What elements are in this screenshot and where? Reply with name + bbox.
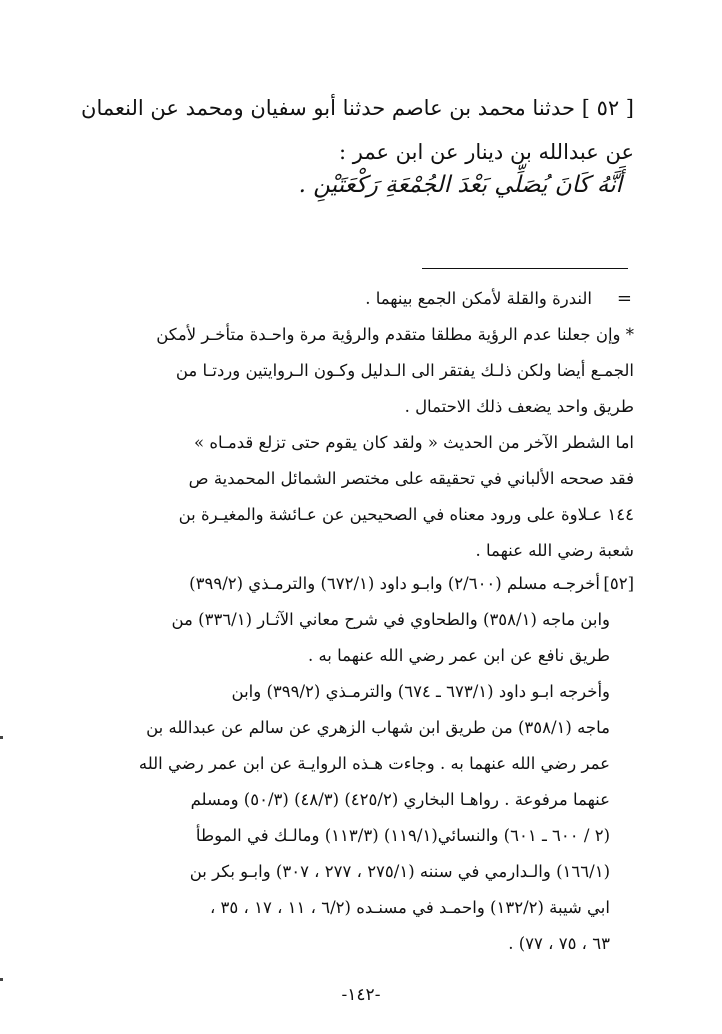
footnote-line: فقد صححه الألباني في تحقيقه على مختصر الشمائل المحمدية ص — [188, 469, 634, 488]
hadith-isnad-line-1: [ ٥٢ ] حدثنا محمد بن عاصم حدثنا أبو سفيان ومحمد عن النعمان — [81, 96, 634, 120]
footnote-line: الجمـع أيضا ولكن ذلـك يفتقر الى الـدليل وكـون الـروايتين وردتـا من — [175, 361, 634, 380]
footnote-line: عنهما مرفوعة . رواهـا البخاري (٤٢٥/٢) (٤٨/٣) (٥٠/٣) ومسلم — [190, 790, 610, 809]
continuation-marker: = — [616, 288, 632, 309]
footnote-line: اما الشطر الآخر من الحديث « ولقد كان يقوم حتى تزلع قدمـاه » — [194, 433, 634, 452]
footnote-reference: [٥٢] — [603, 574, 634, 593]
scan-edge-mark — [0, 736, 3, 739]
footnote-line: ابي شيبة (١٣٢/٢) واحمـد في مسنـده (٦/٢ ، ١١ ، ١٧ ، ٣٥ ، — [209, 898, 610, 917]
footnote-line: طريق نافع عن ابن عمر رضي الله عنهما به . — [307, 646, 610, 665]
footnote-line: ٦٣ ، ٧٥ ، ٧٧) . — [508, 934, 610, 953]
hadith-isnad-line-2: عن عبدالله بن دينار عن ابن عمر : — [339, 140, 634, 164]
footnote-line: (٢ / ٦٠٠ ـ ٦٠١) والنسائي(١١٩/١) (١١٣/٣) ومالـك في الموطأ — [195, 826, 610, 845]
page-number: -١٤٢- — [341, 985, 381, 1005]
footnote-line: (١٦٦/١) والـدارمي في سننه (٢٧٥/١ ، ٢٧٧ ، ٣٠٧) وابـو بكر بن — [189, 862, 610, 881]
footnote-line: * وإن جعلنا عدم الرؤية مطلقا متقدم والرؤية مرة واحـدة متأخـر لأمكن — [156, 325, 634, 344]
footnote-line: الندرة والقلة لأمكن الجمع بينهما . — [365, 289, 592, 308]
footnote-line: عمر رضي الله عنهما به . وجاءت هـذه الروايـة عن ابن عمر رضي الله — [138, 754, 610, 773]
hadith-text: أَنَّهُ كَانَ يُصَلِّي بَعْدَ الجُمْعَةِ رَكْعَتَيْنِ . — [298, 172, 622, 198]
footnote-line: ١٤٤ عـلاوة على ورود معناه في الصحيحين عن عـائشة والمغيـرة بن — [178, 505, 634, 524]
footnote-line: وابن ماجه (٣٥٨/١) والطحاوي في شرح معاني الآثـار (٣٣٦/١) من — [171, 610, 610, 629]
footnote-line: ماجه (٣٥٨/١) من طريق ابن شهاب الزهري عن سالم عن عبدالله بن — [146, 718, 610, 737]
footnote-line: وأخرجه ابـو داود (٦٧٣/١ ـ ٦٧٤) والترمـذي (٣٩٩/٢) وابن — [231, 682, 610, 701]
footnote-separator — [422, 268, 628, 269]
scan-edge-mark — [0, 978, 3, 981]
footnote-line: شعبة رضي الله عنهما . — [475, 541, 634, 560]
footnote-line: طريق واحد يضعف ذلك الاحتمال . — [404, 397, 634, 416]
footnote-line: أخرجـه مسلم (٢/٦٠٠) وابـو داود (٦٧٢/١) والترمـذي (٣٩٩/٢) — [189, 574, 600, 593]
